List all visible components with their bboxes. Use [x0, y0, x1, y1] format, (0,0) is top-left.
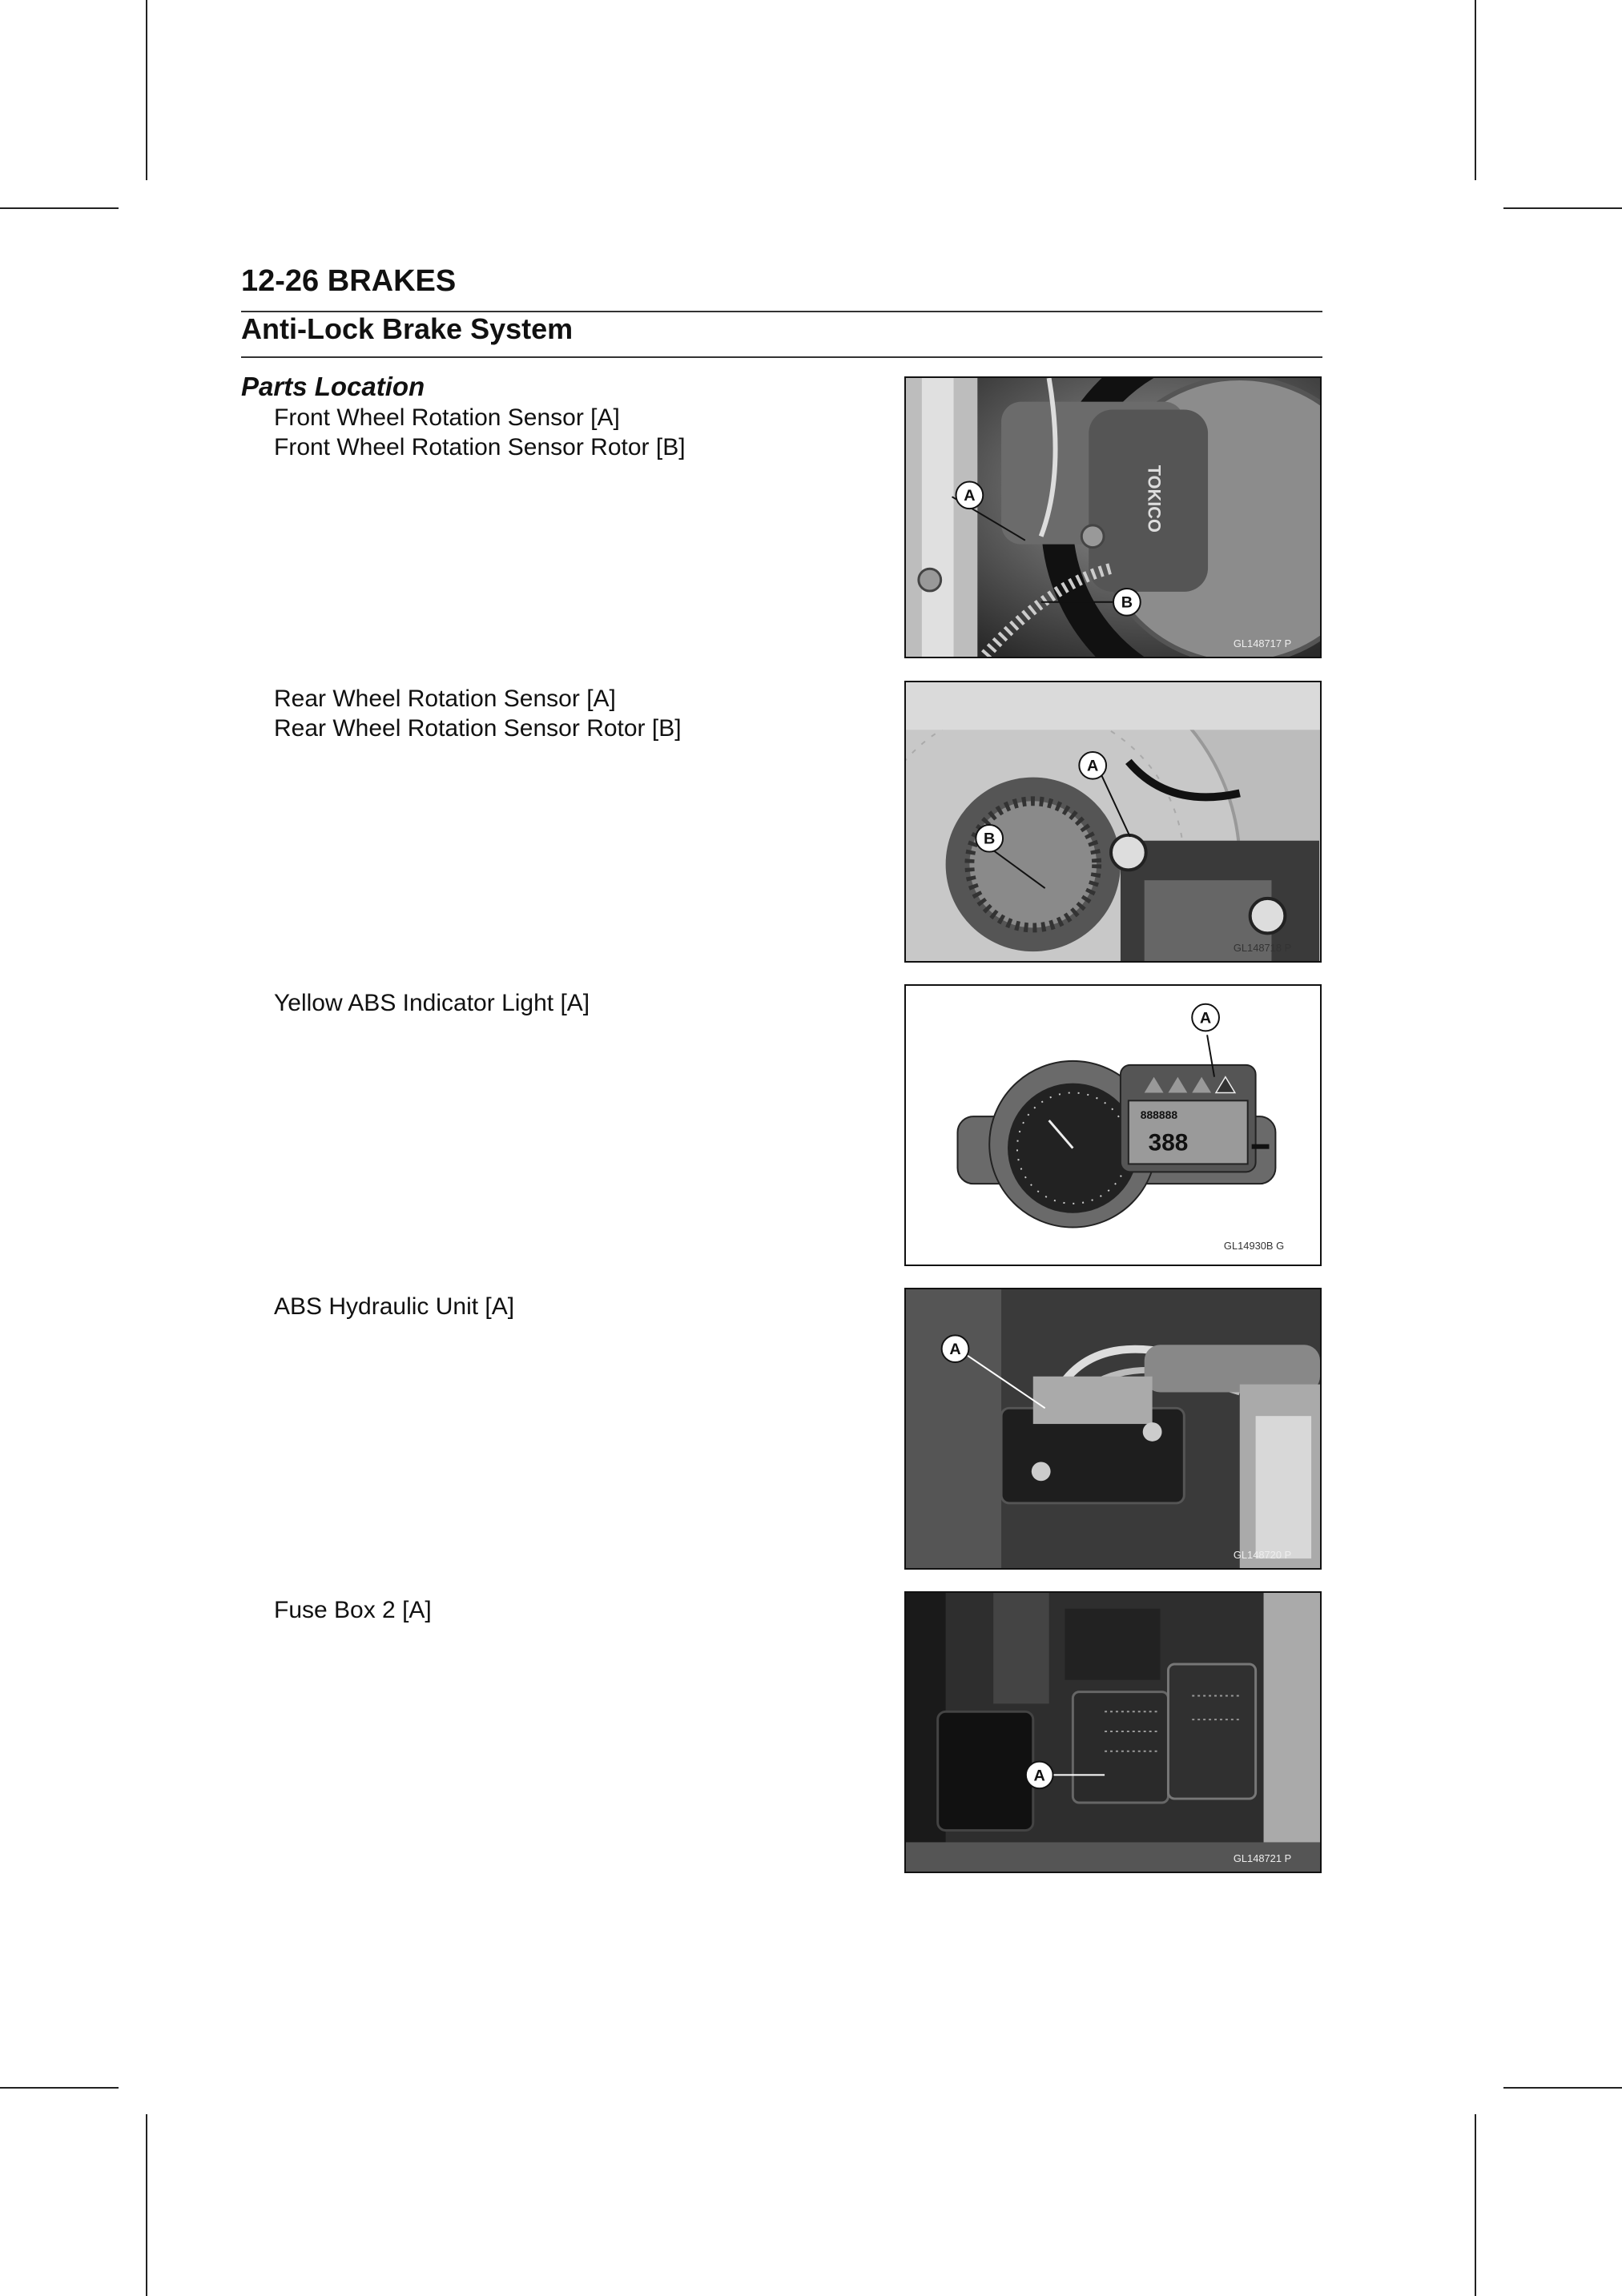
photo-code: GL148717 P — [1233, 637, 1292, 650]
fuse-box-photo — [904, 1591, 1322, 1873]
abs-hydraulic-unit-photo — [904, 1288, 1322, 1570]
part-line: Front Wheel Rotation Sensor Rotor [B] — [274, 434, 686, 460]
caliper-brand-text: TOKICO — [1144, 464, 1165, 533]
callout-b: B — [984, 830, 996, 848]
crop-mark — [0, 207, 119, 209]
part-line: ABS Hydraulic Unit [A] — [274, 1293, 515, 1320]
display-segment-text: 888888 — [1140, 1108, 1178, 1122]
photo-code: GL148720 P — [1233, 1549, 1292, 1562]
display-digits-text: 388 — [1148, 1129, 1189, 1156]
callout-a: A — [1087, 757, 1099, 775]
crop-mark — [146, 2114, 147, 2296]
part-description — [274, 403, 686, 462]
part-description — [274, 1595, 432, 1625]
photo-code: GL14930B G — [1223, 1240, 1285, 1253]
part-line: Fuse Box 2 [A] — [274, 1597, 432, 1623]
crop-mark — [1475, 0, 1476, 180]
callout-a: A — [1033, 1767, 1045, 1785]
crop-mark — [1475, 2114, 1476, 2296]
crop-mark — [0, 2087, 119, 2089]
page-header-title: 12-26 BRAKES — [241, 264, 457, 298]
crop-mark — [1503, 207, 1622, 209]
abs-indicator-meter-illustration — [904, 984, 1322, 1266]
callout-a: A — [949, 1341, 961, 1359]
part-description — [274, 1292, 514, 1321]
part-line: Front Wheel Rotation Sensor [A] — [274, 404, 620, 431]
callout-a: A — [1199, 1009, 1212, 1027]
section-rule — [241, 356, 1322, 358]
photo-code: GL148718 P — [1233, 942, 1292, 955]
photo-code: GL148721 P — [1233, 1852, 1292, 1865]
part-description — [274, 684, 682, 743]
part-line: Yellow ABS Indicator Light [A] — [274, 990, 590, 1016]
parts-location-heading: Parts Location — [241, 372, 425, 401]
part-line: Rear Wheel Rotation Sensor [A] — [274, 686, 616, 712]
callout-b: B — [1121, 593, 1133, 612]
rear-wheel-sensor-photo — [904, 681, 1322, 963]
part-line: Rear Wheel Rotation Sensor Rotor [B] — [274, 715, 682, 742]
crop-mark — [1503, 2087, 1622, 2089]
section-title: Anti-Lock Brake System — [241, 312, 574, 345]
front-wheel-sensor-photo — [904, 376, 1322, 658]
crop-mark — [146, 0, 147, 180]
part-description — [274, 988, 590, 1018]
callout-a: A — [964, 487, 976, 505]
